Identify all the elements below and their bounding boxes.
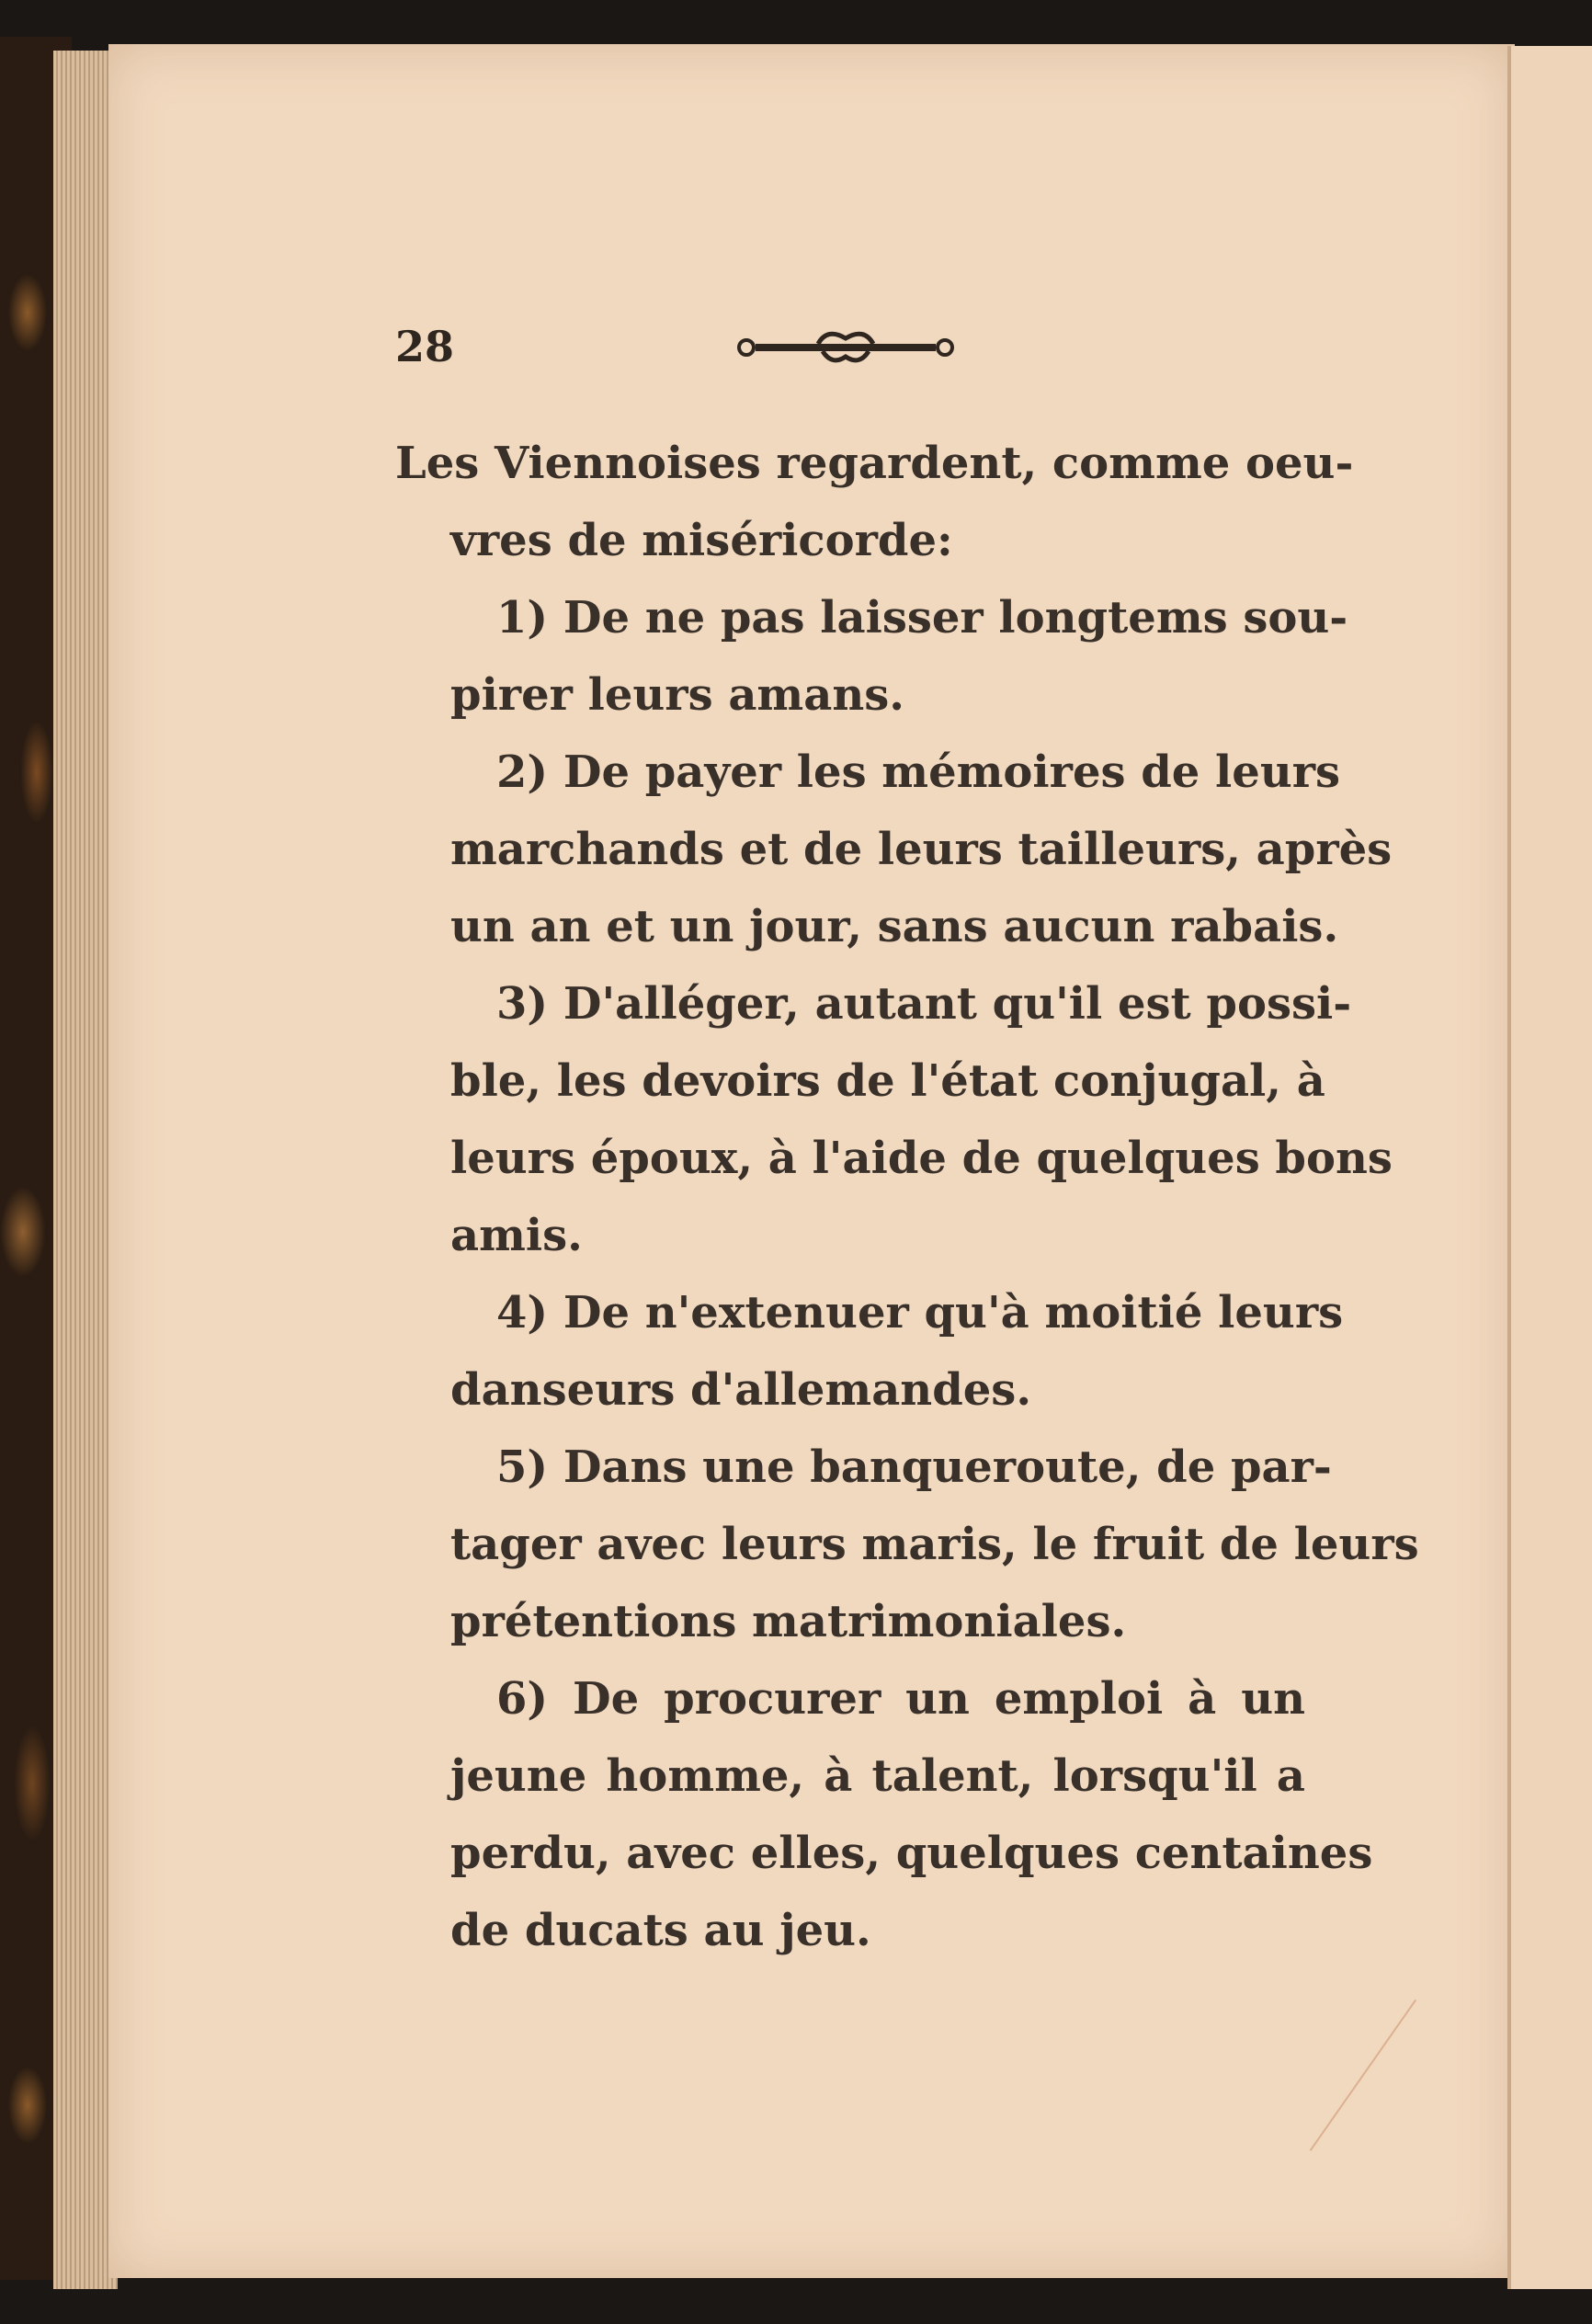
- text-line: marchands et de leurs tailleurs, après: [450, 824, 1393, 875]
- text-line: jeune homme, à talent, lorsqu'il a: [450, 1750, 1305, 1802]
- text-line: ble, les devoirs de l'état conjugal, à: [450, 1055, 1325, 1107]
- text-line: leurs époux, à l'aide de quelques bons: [450, 1133, 1393, 1184]
- text-line: 1) De ne pas laisser longtems sou-: [496, 592, 1348, 644]
- text-line: 2) De payer les mémoires de leurs: [496, 746, 1341, 798]
- facing-page-edge: [1507, 46, 1592, 2289]
- text-line: 4) De n'extenuer qu'à moitié leurs: [496, 1287, 1344, 1339]
- text-line: de ducats au jeu.: [450, 1905, 871, 1956]
- text-line: amis.: [450, 1210, 583, 1261]
- text-line: 6) De procurer un emploi à un: [496, 1673, 1305, 1725]
- text-line: prétentions matrimoniales.: [450, 1596, 1127, 1647]
- text-line: pirer leurs amans.: [450, 669, 904, 721]
- page-number: 28: [395, 322, 455, 371]
- page-text-body: [395, 425, 1419, 1969]
- text-line: vres de miséricorde:: [450, 515, 953, 566]
- text-line: danseurs d'allemandes.: [450, 1364, 1032, 1416]
- text-line: 5) Dans une banqueroute, de par-: [496, 1441, 1332, 1493]
- text-line: tager avec leurs maris, le fruit de leurs: [450, 1519, 1419, 1570]
- text-line: un an et un jour, sans aucun rabais.: [450, 901, 1339, 952]
- text-line: Les Viennoises regardent, comme oeu-: [395, 438, 1354, 489]
- text-line: perdu, avec elles, quelques centaines: [450, 1828, 1373, 1879]
- header-ornament-icon: [735, 324, 956, 370]
- text-line: 3) D'alléger, autant qu'il est possi-: [496, 978, 1352, 1030]
